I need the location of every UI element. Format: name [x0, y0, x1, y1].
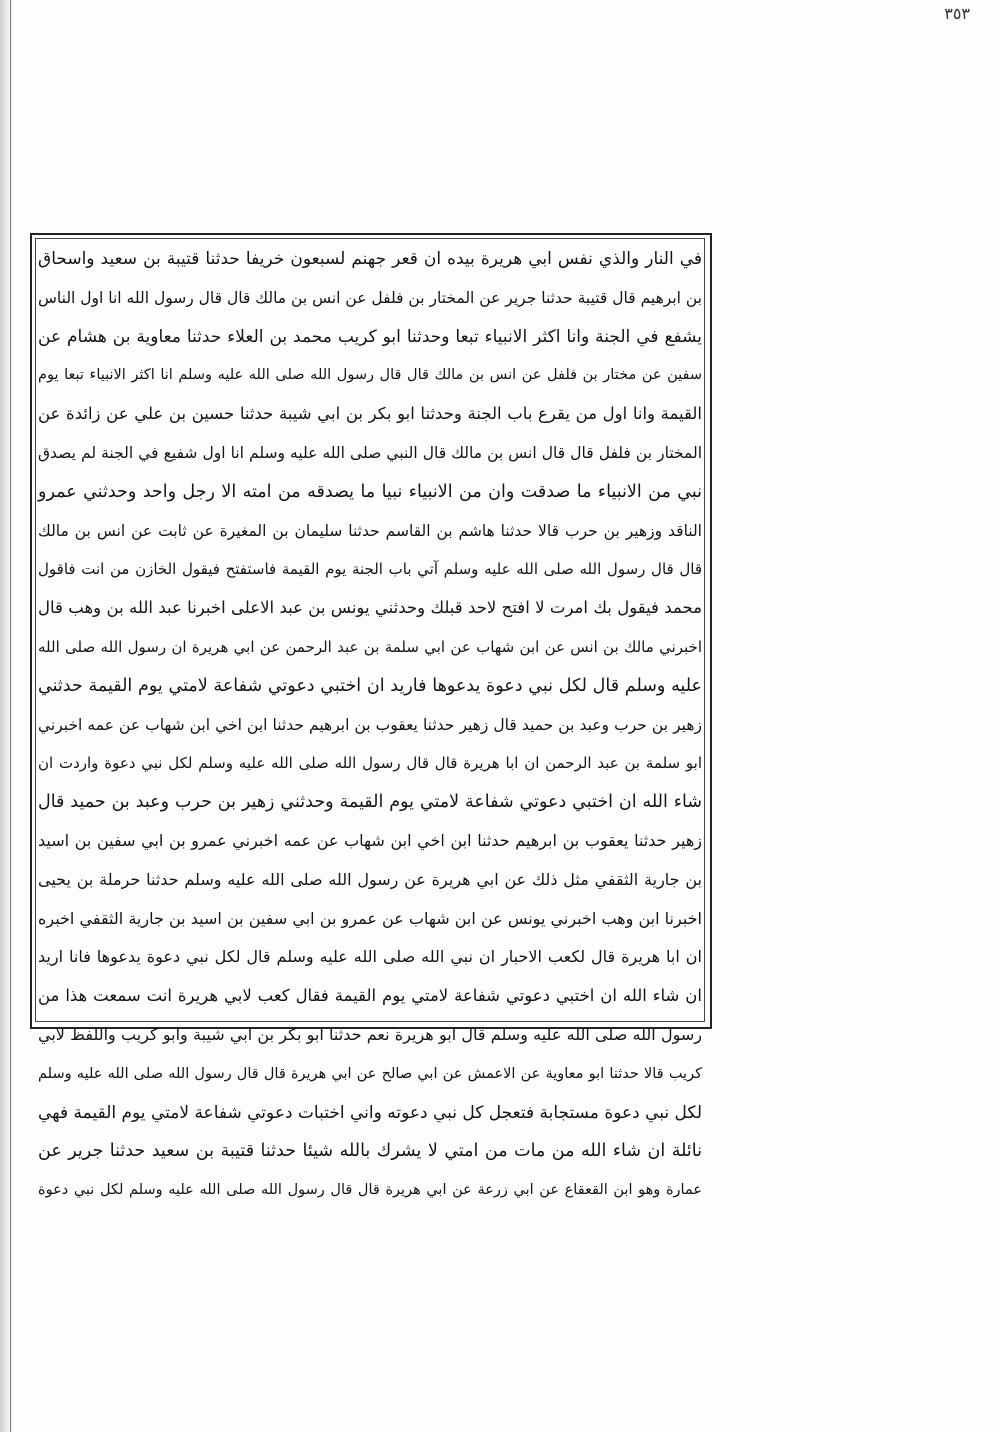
text-line-22: كريب قالا حدثنا ابو معاوية عن الاعمش عن ابي صالح عن ابي هريرة قال قال رسول الله صلى الله عليه وسلم	[38, 1065, 702, 1082]
text-line-5: القيمة وانا اول من يقرع باب الجنة وحدثنا ابو بكر بن ابي شيبة حدثنا حسين بن علي عن زائدة عن	[38, 404, 702, 424]
text-line-3: يشفع في الجنة وانا اكثر الانبياء تبعا وحدثنا ابو كريب محمد بن العلاء حدثنا معاوية بن هشام عن	[38, 326, 702, 347]
text-line-15: شاء الله ان اختبي دعوتي شفاعة لامتي يوم القيمة وحدثني زهير بن حرب وعبد بن حميد قال	[38, 792, 702, 813]
arabic-text-block	[37, 240, 702, 1199]
text-line-24: نائلة ان شاء الله من مات من امتي لا يشرك بالله شيئا حدثنا قتيبة بن سعيد حدثنا جرير عن	[38, 1141, 702, 1162]
folio-number: ٣٥٣	[944, 4, 970, 23]
text-line-21: رسول الله صلى الله عليه وسلم قال ابو هريرة نعم حدثنا ابو بكر بن ابي شيبة وابو كريب واللفظ لابي	[38, 1024, 702, 1044]
text-line-14: ابو سلمة بن عبد الرحمن ان ابا هريرة قال قال رسول الله صلى الله عليه وسلم لكل نبي دعوة واردت ان	[38, 754, 702, 773]
text-line-19: ان ابا هريرة قال لكعب الاحبار ان نبي الله صلى الله عليه وسلم قال لكل نبي دعوة يدعوها فانا اريد	[38, 947, 702, 967]
text-line-7: نبي من الانبياء ما صدقت وان من الانبياء نبيا ما يصدقه من امته الا رجل واحد وحدثني عمرو	[38, 481, 702, 502]
text-line-16: زهير حدثنا يعقوب بن ابرهيم حدثنا ابن اخي ابن شهاب عن عمه اخبرني عمرو بن ابي سفين بن اسيد	[38, 830, 702, 850]
text-line-4: سفين عن مختار بن فلفل عن انس بن مالك قال قال رسول الله صلى الله عليه وسلم انا اكثر الانبياء تبعا يوم	[38, 367, 702, 384]
text-line-13: زهير بن حرب وعبد بن حميد قال زهير حدثنا يعقوب بن ابرهيم حدثنا ابن اخي ابن شهاب عن عمه اخبرني	[38, 715, 702, 734]
text-line-10: محمد فيقول بك امرت لا افتح لاحد قبلك وحدثني يونس بن عبد الاعلى اخبرنا عبد الله بن وهب قال	[38, 598, 702, 618]
text-line-11: اخبرني مالك بن انس عن ابن شهاب عن ابي سلمة بن عبد الرحمن عن ابي هريرة ان رسول الله صلى الله	[38, 637, 702, 656]
text-line-23: لكل نبي دعوة مستجابة فتعجل كل نبي دعوته واني اختبات دعوتي شفاعة لامتي يوم القيمة فهي	[37, 1102, 702, 1123]
page-binding-edge	[0, 0, 14, 1432]
text-line-25: عمارة وهو ابن القعقاع عن ابي زرعة عن ابي هريرة قال قال رسول الله صلى الله عليه وسلم لكل نبي دعوة	[38, 1182, 702, 1199]
text-line-17: بن جارية الثقفي مثل ذلك عن ابي هريرة عن رسول الله صلى الله عليه وسلم حدثنا حرملة بن يحيى	[38, 869, 702, 889]
text-line-18: اخبرنا ابن وهب اخبرني يونس عن ابن شهاب عن عمرو بن ابي سفين بن اسيد بن جارية الثقفي اخبره	[38, 908, 702, 928]
binding-rule-line	[10, 0, 11, 1432]
text-line-12: عليه وسلم قال لكل نبي دعوة يدعوها فاريد ان اختبي دعوتي شفاعة لامتي يوم القيمة حدثني	[38, 675, 702, 696]
text-line-9: قال قال رسول الله صلى الله عليه وسلم آتي باب الجنة يوم القيمة فاستفتح فيقول الخازن من انت فاقول	[38, 560, 702, 579]
text-line-1: في النار والذي نفس ابي هريرة بيده ان قعر جهنم لسبعون خريفا حدثنا قتيبة بن سعيد واسحاق	[38, 249, 702, 269]
text-line-20: ان شاء الله ان اختبي دعوتي شفاعة لامتي يوم القيمة فقال كعب لابي هريرة انت سمعت هذا من	[38, 986, 702, 1006]
text-line-6: المختار بن فلفل قال قال انس بن مالك قال النبي صلى الله عليه وسلم انا اول شفيع في الجنة لم يصدق	[38, 443, 702, 462]
text-line-8: الناقد وزهير بن حرب قالا حدثنا هاشم بن القاسم حدثنا سليمان بن المغيرة عن ثابت عن انس بن مالك	[38, 521, 702, 540]
text-line-2: بن ابرهيم قال قتيبة حدثنا جرير عن المختار بن فلفل عن انس بن مالك قال قال رسول الله انا اول الناس	[38, 288, 702, 307]
